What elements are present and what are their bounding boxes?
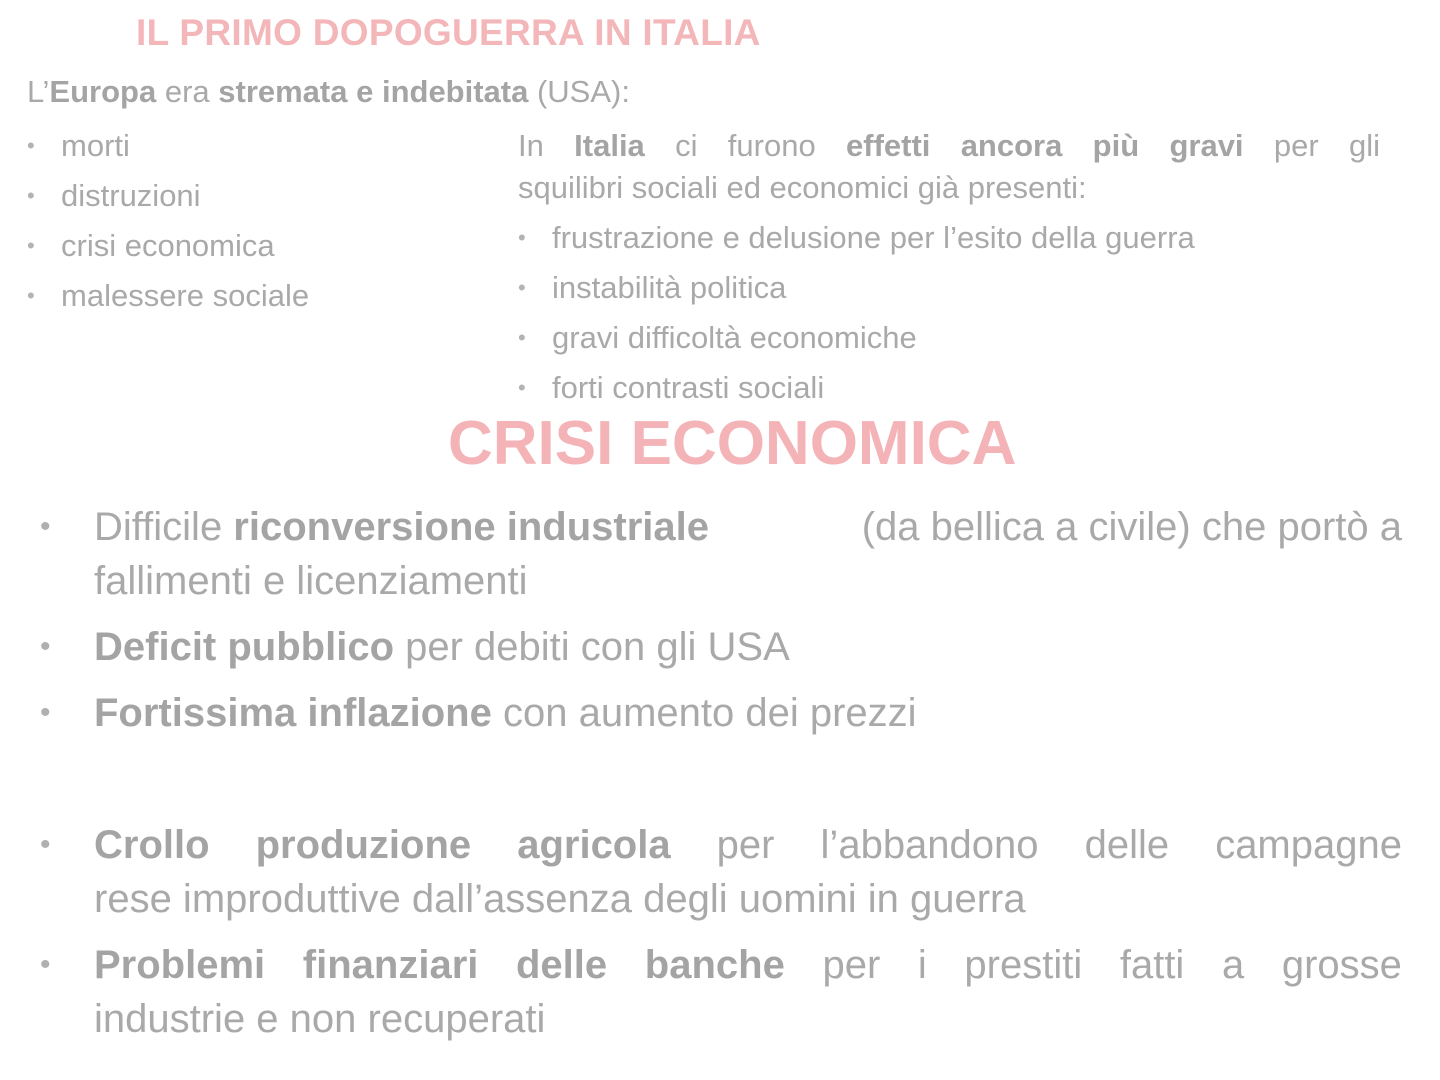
crisis-item-deficit: • Deficit pubblico per debiti con gli USA — [40, 620, 1402, 674]
crisis-item-reconversion: • Difficile riconversione industriale (da bellica a civile) che portò a fallimenti e licenziamenti — [40, 500, 1402, 608]
italy-effects-list — [518, 218, 1195, 418]
bullet-icon: • — [518, 325, 526, 350]
intro-prefix: L’ — [27, 74, 50, 109]
crisis-item-agriculture: • Crollo produzione agricola per l’abbandono delle campagne rese improduttive dall’assenza degli uomini in guerra — [40, 818, 1402, 926]
list-item: • distruzioni — [27, 178, 201, 213]
bullet-icon: • — [518, 275, 526, 300]
intro-europa: Europa — [49, 74, 157, 109]
bullet-icon: • — [27, 283, 35, 308]
list-item: • forti contrasti sociali — [518, 368, 1195, 418]
bullet-icon: • — [27, 183, 35, 208]
intro-suffix: (USA): — [528, 74, 630, 109]
list-item: • malessere sociale — [27, 278, 310, 313]
crisis-item-inflation: • Fortissima inflazione con aumento dei prezzi — [40, 686, 1402, 740]
list-item: • morti — [27, 128, 130, 163]
bullet-icon: • — [27, 233, 35, 258]
list-item: • instabilità politica — [518, 268, 1195, 318]
bullet-icon: • — [40, 630, 51, 663]
list-item: • crisi economica — [27, 228, 275, 263]
intro-bold: stremata e indebitata — [218, 74, 529, 109]
crisis-item-banks: • Problemi finanziari delle banche per i prestiti fatti a grosse industrie e non recuperati — [40, 938, 1402, 1046]
page-subtitle: IL PRIMO DOPOGUERRA IN ITALIA — [136, 12, 761, 53]
bullet-icon: • — [518, 375, 526, 400]
bullet-icon: • — [40, 828, 51, 861]
list-item: • frustrazione e delusione per l’esito della guerra — [518, 218, 1195, 268]
bullet-icon: • — [27, 133, 35, 158]
intro-line — [27, 74, 630, 110]
europe-effects-list — [27, 128, 309, 328]
page-title: CRISI ECONOMICA — [448, 409, 1017, 478]
intro-mid: era — [156, 74, 219, 109]
bullet-icon: • — [40, 948, 51, 981]
bullet-icon: • — [40, 510, 51, 543]
list-item: • gravi difficoltà economiche — [518, 318, 1195, 368]
italy-paragraph: In Italia ci furono effetti ancora più gravi per gli squilibri sociali ed economici già presenti: — [518, 128, 1380, 205]
bullet-icon: • — [40, 696, 51, 729]
bullet-icon: • — [518, 225, 526, 250]
